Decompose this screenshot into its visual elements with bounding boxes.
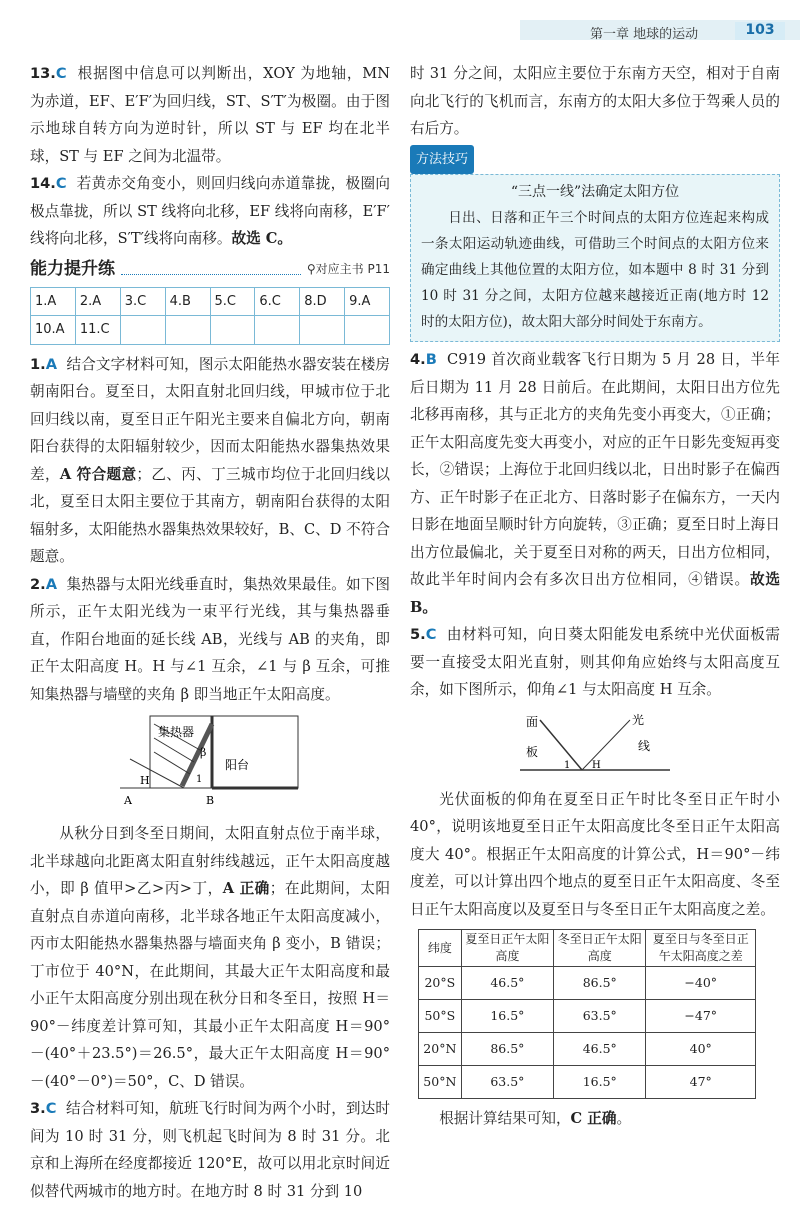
dotted-rule: [121, 264, 301, 275]
chapter-title: 第一章 地球的运动: [590, 27, 699, 42]
label-one: 1: [564, 759, 571, 771]
label-guang: 光: [632, 712, 645, 727]
answer-1: 1.A 结合文字材料可知，图示太阳能热水器安装在楼房朝南阳台。夏至日，太阳直射北回归线，甲城市位于北回归线以南，夏至日正午阳光主要来自偏北方向，朝南阳台获得的太阳辐射较少，因而太阳能热水器集热效果差，A 符合题意；乙、丙、丁三城市均位于北回归线以北，夏至日太阳主要位于其南方，朝南阳台获得的太阳辐射多，太阳能热水器集热效果较好，B、C、D 不符合题意。: [30, 355, 390, 565]
answer-5: 5.C 由材料可知，向日葵太阳能发电系统中光伏面板需要一直接受太阳光直射，则其仰角应始终与太阳高度互余，如下图所示，仰角∠1 与太阳高度 H 互余。: [410, 626, 780, 698]
sun-ray: [130, 759, 184, 788]
answer-13: 13.C 根据图中信息可以判断出，XOY 为地轴，MN 为赤道，EF、E′F′为回归线，ST、S′T′为极圈。由于图示地球自转方向为逆时针，所以 ST 与 EF 均在北半球，ST 与 EF 之间为北温带。: [30, 65, 390, 165]
sun-ray: [154, 752, 190, 774]
answer-14: 14.C 若黄赤交角变小，则回归线向赤道靠拢，极圈向极点靠拢，所以 ST 线将向北移，EF 线将向南移，E′F′线将向北移，S′T′线将向南移。故选 C。: [30, 175, 390, 247]
label-beta: β: [200, 746, 207, 759]
answer-3-cont: 时 31 分之间，太阳应主要位于东南方天空，相对于自南向北飞行的飞机而言，东南方的太阳大多位于驾乘人员的右后方。: [410, 65, 780, 137]
label-b: B: [206, 794, 215, 807]
panel-diagram-svg: [520, 710, 670, 780]
answer-4: 4.B C919 首次商业载客飞行日期为 5 月 28 日，半年后日期为 11 月 28 日前后。在此期间，太阳日出方位先北移再南移，其与正北方的夹角先变小再变大，①正确；正午太阳高度先变大再变小，对应的正午日影先变短再变长，②错误；上海位于北回归线以北，日出时影子在偏西方、正午时影子在正北方、日落时影子在偏东方，一天内日影在地面呈顺时针方向旋转，③正确；夏至日时上海日出方位最偏北，关于夏至日对称的两天，日出方位相同，故此半年时间内会有多次日出方位相同，④错误。故选 B。: [410, 351, 780, 616]
tip-box: [410, 174, 780, 342]
label-collector: 集热器: [158, 725, 195, 739]
sun-ray: [154, 738, 194, 762]
tip-title: “三点一线”法确定太阳方位: [510, 184, 680, 200]
label-one: 1: [196, 774, 203, 785]
label-a: A: [124, 794, 132, 807]
sun-altitude-table: [418, 929, 756, 1099]
page-number: 103: [735, 22, 785, 40]
label-mian: 面: [526, 714, 539, 729]
answer-key-table: [30, 287, 390, 345]
label-xian: 线: [638, 738, 651, 753]
panel-diagram: [520, 710, 670, 780]
answer-2-cont: 从秋分日到冬至日期间，太阳直射点位于南半球，北半球越向北距离太阳直射纬线越远，正午太阳高度越小，即 β 值甲>乙>丙>丁，A 正确；在此期间，太阳直射点自赤道向南移，北半球各地正午太阳高度减小，丙市太阳能热水器集热器与墙面夹角 β 变小，B 错误；丁市位于 40°N，在此期间，其最大正午太阳高度和最小正午太阳高度分别出现在秋分日和冬至日，按照 H＝90°－纬度差计算可知，其最小正午太阳高度 H＝90°－(40°＋23.5°)＝26.5°，最大正午太阳高度 H＝90°－(40°－0°)＝50°，C、D 错误。: [30, 825, 390, 1090]
label-h: H: [140, 774, 150, 787]
answer-2: 2.A 集热器与太阳光线垂直时，集热效果最佳。如下图所示，正午太阳光线为一束平行光线，其与集热器垂直，作阳台地面的延长线 AB，光线与 AB 的夹角，即正午太阳高度 H。H 与∠1 互余，∠1 与 β 互余，可推知集热器与墙壁的夹角 β 即当地正午太阳高度。: [30, 575, 390, 703]
label-h: H: [592, 759, 601, 771]
method-tip: [410, 143, 780, 343]
table-row: 50°S 16.5° 63.5° −47°: [419, 1000, 756, 1033]
answer-5-cont: 光伏面板的仰角在夏至日正午时比冬至日正午时小 40°，说明该地夏至日正午太阳高度比冬至日正午太阳高度大 40°。根据正午太阳高度的计算公式，H＝90°－纬度差，可以计算出四个地点的夏至日正午太阳高度、冬至日正午太阳高度以及夏至日与冬至日正午太阳高度之差。: [410, 790, 780, 918]
page-header: [0, 0, 800, 46]
table-header-row: 纬度 夏至日正午太阳高度 冬至日正午太阳高度 夏至日与冬至日正午太阳高度之差: [419, 930, 756, 967]
table-row: 10.A 11.C: [31, 316, 390, 345]
table-row: 20°N 86.5° 46.5° 40°: [419, 1033, 756, 1066]
final-conclusion: 根据计算结果可知，C 正确。: [439, 1110, 632, 1127]
section-title: 能力提升练 ⚲ 对应主书 P11: [30, 257, 390, 283]
collector-diagram: [120, 714, 300, 814]
light-line: [582, 720, 630, 770]
search-icon: ⚲: [306, 261, 316, 276]
table-row: 1.A 2.A 3.C 4.B 5.C 6.C 8.D 9.A: [31, 287, 390, 316]
left-column: [30, 60, 390, 1205]
table-row: 20°S 46.5° 86.5° −40°: [419, 967, 756, 1000]
label-ban: 板: [526, 744, 539, 759]
table-row: 50°N 63.5° 16.5° 47°: [419, 1066, 756, 1099]
tip-heading: 方法技巧: [410, 145, 474, 175]
panel-line: [540, 720, 582, 770]
label-balcony: 阳台: [225, 758, 250, 772]
right-column: [410, 60, 780, 1133]
collector-diagram-svg: [120, 714, 300, 814]
answer-3: 3.C 结合材料可知，航班飞行时间为两个小时，到达时间为 10 时 31 分，则飞机起飞时间为 8 时 31 分。北京和上海所在经度都接近 120°E，故可以用北京时间近似替代两城市的地方时。在地方时 8 时 31 分到 10: [30, 1100, 390, 1200]
tip-body: 日出、日落和正午三个时间点的太阳方位连起来构成一条太阳运动轨迹曲线，可借助三个时间点的太阳方位来确定曲线上其他位置的太阳方位，如本题中 8 时 31 分到 10 时 31 分之间，太阳方位越来越接近正南(地方时 12 时的太阳方位)，故太阳大部分时间处于东南方。: [421, 210, 769, 330]
